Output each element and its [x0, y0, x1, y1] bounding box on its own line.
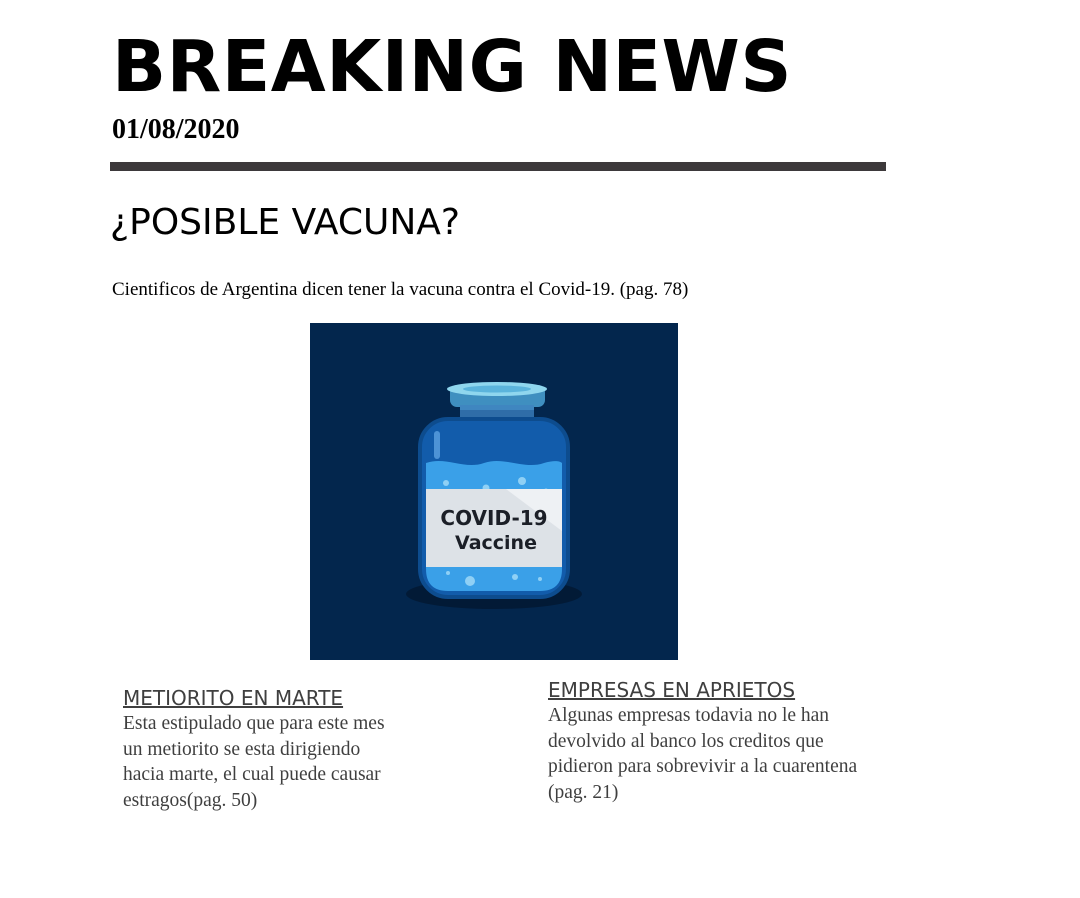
side-story-companies: [548, 677, 878, 805]
side-story-body: Esta estipulado que para este mes un metiorito se esta dirigiendo hacia marte, el cual puede causar estragos(pag. 50): [123, 713, 385, 811]
main-lead-text: Cientificos de Argentina dicen tener la vacuna contra el Covid-19. (pag. 78): [112, 279, 689, 300]
vaccine-image: [310, 323, 678, 660]
vial-label-line2: Vaccine: [455, 532, 537, 554]
main-headline: ¿POSIBLE VACUNA?: [110, 202, 461, 243]
side-story-title: METIORITO EN MARTE: [123, 686, 344, 710]
masthead-title: BREAKING NEWS: [112, 25, 792, 108]
issue-date: 01/08/2020: [112, 114, 240, 145]
side-story-body: Algunas empresas todavia no le han devolvido al banco los creditos que pidieron para sobrevivir a la cuarentena (pag. 21): [548, 705, 858, 803]
side-story-meteorite: [123, 685, 453, 813]
header-divider: [110, 162, 886, 171]
vial-label-line1: COVID-19: [440, 506, 548, 530]
side-story-title: EMPRESAS EN APRIETOS: [548, 678, 796, 702]
